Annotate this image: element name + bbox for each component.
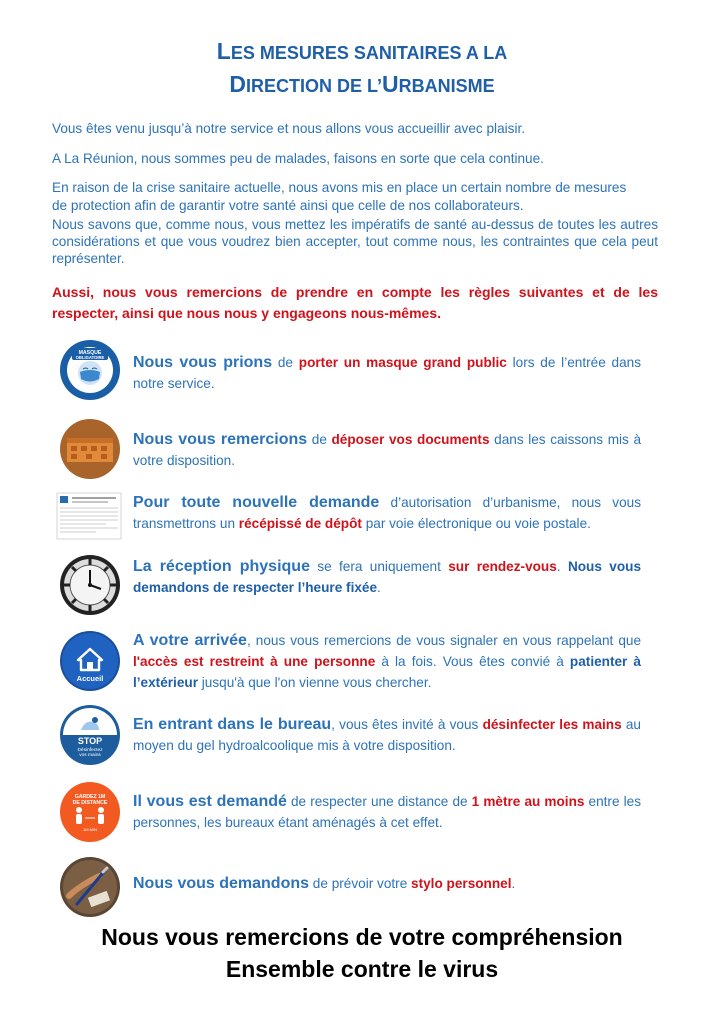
svg-text:vos mains: vos mains (79, 753, 101, 758)
hand-sanitize-stop-icon (59, 704, 121, 766)
page-title (0, 36, 724, 102)
reception-home-icon (59, 630, 121, 692)
rule-documents: Nous vous remercions de déposer vos documents dans les caissons mis à votre disposition. (133, 431, 641, 468)
svg-text:Accueil: Accueil (76, 674, 104, 683)
warning-notice: Aussi, nous vous remercions de prendre en compte les règles suivantes et de les respecter, ainsi que nous nous y engageons nous-mêmes. (52, 284, 658, 321)
receipt-document-icon (56, 492, 122, 540)
title-line-2: DIRECTION DE L’URBANISME (229, 71, 495, 97)
footer-thanks: Nous vous remercions de votre compréhension (101, 924, 623, 950)
svg-text:STOP: STOP (77, 736, 103, 746)
intro-paragraph-1: Vous êtes venu jusqu’à notre service et nous allons vous accueillir avec plaisir. (52, 121, 526, 136)
svg-text:DE DISTANCE: DE DISTANCE (72, 800, 108, 806)
rule-distance: Il vous est demandé de respecter une distance de 1 mètre au moins entre les personnes, les bureaux étant aménagés à cet effet. (133, 793, 641, 830)
svg-text:GARDEZ 1M: GARDEZ 1M (74, 794, 106, 800)
intro-paragraph-2: A La Réunion, nous sommes peu de malades, faisons en sorte que cela continue. (52, 151, 544, 166)
rule-appointment: La réception physique se fera uniquement sur rendez-vous. Nous vous demandons de respecter l’heure fixée. (133, 558, 642, 595)
rule-arrival: A votre arrivée, nous vous remercions de vous signaler en vous rappelant que l'accès est restreint à une personne à la fois. Vous êtes convié à patienter à l’extérieur jusqu'à que l'on vienne vous chercher. (133, 632, 642, 690)
rule-receipt: Pour toute nouvelle demande d’autorisation d’urbanisme, nous vous transmettrons un récépissé de dépôt par voie électronique ou voie postale. (133, 494, 642, 531)
svg-text:MASQUE: MASQUE (78, 350, 102, 356)
svg-text:Désinfectez: Désinfectez (77, 748, 103, 753)
pen-icon (59, 856, 121, 918)
mask-mandatory-icon (59, 339, 121, 401)
intro-paragraph-3-line-1: En raison de la crise sanitaire actuelle, nous avons mis en place un certain nombre de mesures (52, 180, 627, 195)
rule-mask: Nous vous prions de porter un masque grand public lors de l’entrée dans notre service. (133, 354, 641, 391)
footer-slogan: Ensemble contre le virus (225, 956, 499, 982)
svg-text:1M MIN: 1M MIN (83, 827, 97, 832)
svg-text:OBLIGATOIRE: OBLIGATOIRE (75, 355, 105, 360)
intro-paragraph-3-line-2: de protection afin de garantir votre santé ainsi que celle de nos collaborateurs. (52, 198, 524, 213)
intro-paragraph-3 (52, 179, 672, 215)
social-distance-icon (59, 781, 121, 843)
rule-pen: Nous vous demandons de prévoir votre stylo personnel. (133, 875, 516, 892)
title-line-1: LES MESURES SANITAIRES A LA (216, 38, 508, 64)
intro-paragraph-4: Nous savons que, comme nous, vous mettez les impératifs de santé au-dessus de toutes les autres considérations et que vous voudrez bien accepter, tout comme nous, les contraintes que cela peut représenter. (52, 217, 658, 266)
rule-sanitize-hands: En entrant dans le bureau, vous êtes invité à vous désinfecter les mains au moyen du gel hydroalcoolique mis à votre disposition. (133, 716, 641, 753)
document-boxes-icon (59, 418, 121, 480)
clock-icon (59, 554, 121, 616)
